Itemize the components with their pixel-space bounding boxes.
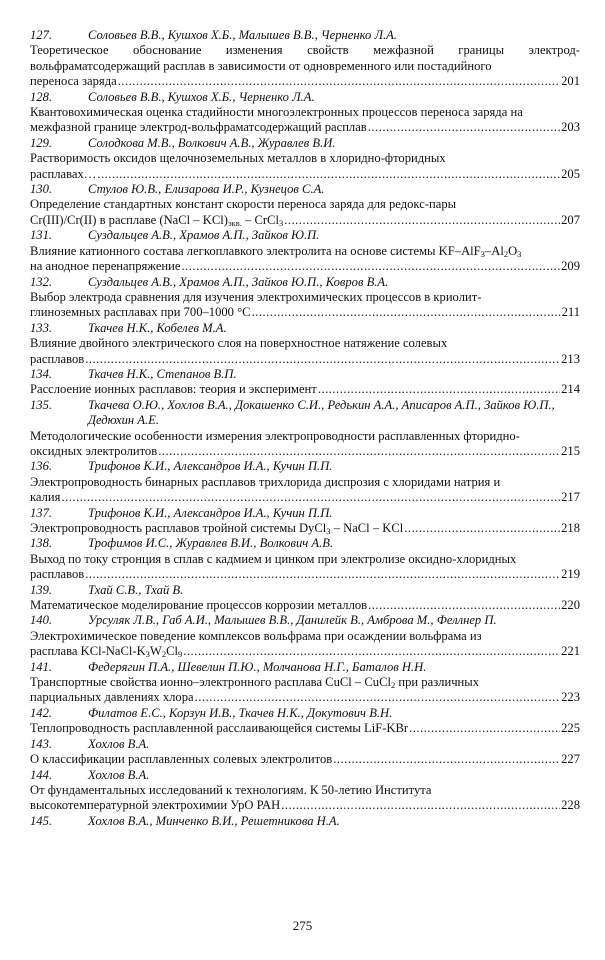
entry-title-last-line <box>30 798 580 813</box>
entry-title: Влияние двойного электрического слоя на поверхностное натяжение солевых <box>30 336 448 351</box>
entry-title: Электропроводность бинарных расплавов трихлорида диспрозия с хлоридами натрия и <box>30 474 501 489</box>
entry-title-last-line <box>30 598 580 613</box>
entry-authors: Трофимов И.С., Журавлев В.И., Волкович А.В. <box>88 536 334 551</box>
entry-number: 144. <box>30 767 53 782</box>
entry-page: 223 <box>561 690 580 705</box>
entry <box>30 367 580 398</box>
entry-header <box>30 768 580 783</box>
entry-page: 213 <box>561 351 580 366</box>
dot-leader <box>183 644 560 659</box>
entry-title-last-line <box>30 167 580 182</box>
entry-title: Выход по току стронция в сплав с кадмием и цинком при электролизе оксидно-хлоридных <box>30 551 517 566</box>
dot-leader <box>97 167 560 182</box>
entry <box>30 506 580 537</box>
entry-title-end: Математическое моделирование процессов коррозии металлов <box>30 598 368 613</box>
entry-title: Влияние катионного состава легкоплавкого электролита на основе системы $KF-AlF_3-Al_2O_3$ <box>30 243 522 259</box>
entry-authors: Стулов Ю.В., Елизарова И.Р., Кузнецов С.А. <box>88 182 325 197</box>
entry-number: 136. <box>30 459 53 474</box>
entry-number: 127. <box>30 28 53 42</box>
entry <box>30 613 580 659</box>
dot-leader <box>252 305 561 320</box>
entry-authors: Трифонов К.И., Александров И.А., Кучин П.П. <box>88 505 333 520</box>
entry-header <box>30 28 580 43</box>
entry-number: 145. <box>30 813 53 828</box>
entry-title-end: расплава KCl-$NaCl-K_3W_2Cl_9$ <box>30 644 183 660</box>
entry-title-end: расплавах… <box>30 166 97 181</box>
entry-authors: Трифонов К.И., Александров И.А., Кучин П.П. <box>88 459 333 474</box>
entry-title-last-line <box>30 752 580 767</box>
entry-header <box>30 660 580 675</box>
entry <box>30 768 580 814</box>
entry-authors: Федерягин П.А., Шевелин П.Ю., Молчанова Н.Г., Баталов Н.Н. <box>88 659 427 674</box>
entry <box>30 28 580 90</box>
entry-header <box>30 506 580 521</box>
entry-page: 201 <box>561 74 580 89</box>
entry-number: 142. <box>30 705 53 720</box>
entry-authors: Урсуляк Л.В., Габ А.И., Малышев В.В., Данилейк В., Амброва М., Феллнер П. <box>88 613 497 628</box>
entry-number: 130. <box>30 182 53 197</box>
entry-page: 228 <box>561 798 580 813</box>
entry-header <box>30 90 580 105</box>
entry-title-end: оксидных электролитов <box>30 443 158 458</box>
entry <box>30 706 580 737</box>
entry-header <box>30 321 580 336</box>
dot-leader <box>368 120 560 135</box>
entry <box>30 90 580 136</box>
entry <box>30 536 580 582</box>
entry <box>30 459 580 505</box>
entry-title-end: О классификации расплавленных солевых электролитов <box>30 752 333 767</box>
entry-authors: Тхай С.В., Тхай В. <box>88 582 184 597</box>
entry-authors: Филатов Е.С., Корзун И.В., Ткачев Н.К., Докутович В.Н. <box>88 705 393 720</box>
entry-title-end: переноса заряда <box>30 74 117 89</box>
entry <box>30 321 580 367</box>
entry-title: Определение стандартных констант скорости переноса заряда для редокс-пары <box>30 197 457 212</box>
entry-page: 225 <box>561 721 580 736</box>
entry-number: 129. <box>30 135 53 150</box>
entry-title: Методологические особенности измерения электропроводности расплавленных фторидно- <box>30 428 520 443</box>
entry-header <box>30 583 580 598</box>
entry-page: 218 <box>561 521 580 535</box>
entry-title-end: межфазной границе электрод-вольфраматсодержащий расплав <box>30 120 367 135</box>
entry-page: 227 <box>561 752 580 767</box>
entry <box>30 228 580 274</box>
entry-page: 203 <box>561 120 580 135</box>
entry-title-end: Cr(III)/Cr(II) в расплаве (NaCl – $KCl)_{экв.}$ – CrCl$_3$ <box>30 212 284 228</box>
entry-header <box>30 613 580 628</box>
entry-authors: Соловьев В.В., Кушхов Х.Б., Малышев В.В., Черненко Л.А. <box>88 28 397 42</box>
dot-leader <box>284 213 560 228</box>
entry-title-end: высокотемпературной электрохимии УрО РАН <box>30 798 281 813</box>
entry-title-last-line <box>30 382 580 397</box>
entry-title: Теоретическое обоснование изменения свойств межфазной границы электрод-вольфраматсодержащий расплав в зависимости от одновременного или постадийного <box>30 43 580 73</box>
entry-title-end: парциальных давлениях хлора <box>30 690 194 705</box>
entry-number: 135. <box>30 397 53 412</box>
entry-number: 128. <box>30 89 53 104</box>
entry-authors: Хохлов В.А., Минченко В.И., Решетникова Н.А. <box>88 813 340 828</box>
entry-title-last-line <box>30 644 580 659</box>
dot-leader <box>61 490 560 505</box>
entry-title-end: расплавов <box>30 351 85 366</box>
entry-header <box>30 459 580 474</box>
dot-leader <box>404 521 560 536</box>
entry-authors: Солодкова М.В., Волкович А.В., Журавлев В.И. <box>88 135 336 150</box>
dot-leader <box>281 798 560 813</box>
entry-page: 217 <box>561 490 580 505</box>
entry-page: 215 <box>561 443 580 458</box>
entry-title: Растворимость оксидов щелочноземельных металлов в хлоридно-фторидных <box>30 151 446 166</box>
entry <box>30 275 580 321</box>
entry-title-last-line <box>30 690 580 705</box>
entry <box>30 136 580 182</box>
entry-title: Квантовохимическая оценка стадийности многоэлектронных процессов переноса заряда на <box>30 105 523 120</box>
dot-leader <box>158 444 560 459</box>
entry-title: От фундаментальных исследований к технологиям. К 50-летию Института <box>30 782 432 797</box>
entry <box>30 182 580 228</box>
entry-title-last-line <box>30 567 580 582</box>
entry-title-last-line <box>30 305 580 320</box>
entry-number: 140. <box>30 613 53 628</box>
entry-title-last-line <box>30 444 580 459</box>
entry-number: 131. <box>30 228 53 243</box>
dot-leader <box>409 721 560 736</box>
dot-leader <box>195 690 560 705</box>
entry-number: 138. <box>30 536 53 551</box>
entry-title-end: расплавов <box>30 567 85 582</box>
entry-title: Электрохимическое поведение комплексов вольфрама при осаждении вольфрама из <box>30 628 482 643</box>
dot-leader <box>181 259 560 274</box>
entry <box>30 814 580 829</box>
entry <box>30 660 580 706</box>
entry-title-end: глиноземных расплавах при 700–1000 °С <box>30 305 251 320</box>
entry-title: Транспортные свойства ионно–электронного расплава CuCl – CuCl$_2$ при различных <box>30 675 480 691</box>
entry-header <box>30 737 580 752</box>
entry-title-end: калия <box>30 490 61 505</box>
entry-title-last-line <box>30 521 580 536</box>
entry-title-end: Теплопроводность расплавленной расслаивающейся системы LiF-KBr <box>30 721 409 736</box>
entry-title-last-line <box>30 120 580 135</box>
dot-leader <box>368 598 560 613</box>
entry-title: Выбор электрода сравнения для изучения электрохимических процессов в криолит- <box>30 289 482 304</box>
entry-title-end: Электропроводность расплавов тройной системы DyCl$_3$ – NaCl – KCl <box>30 521 404 536</box>
entry-authors: Соловьев В.В., Кушхов Х.Б., Черненко Л.А. <box>88 89 315 104</box>
entry-page: 214 <box>561 382 580 397</box>
entry-page: 207 <box>561 212 580 227</box>
dot-leader <box>333 752 560 767</box>
entry-title-last-line <box>30 490 580 505</box>
entry-page: 219 <box>561 567 580 582</box>
entry-header <box>30 136 580 151</box>
entry-title-last-line <box>30 352 580 367</box>
entry-number: 132. <box>30 274 53 289</box>
entry-title-end: Расслоение ионных расплавов: теория и эксперимент <box>30 382 317 397</box>
dot-leader <box>318 382 560 397</box>
entry-authors: Хохлов В.А. <box>88 767 150 782</box>
entry-title-last-line <box>30 74 580 89</box>
entry-title-last-line <box>30 213 580 228</box>
entry-authors: Хохлов В.А. <box>88 736 150 751</box>
entry-authors: Суздальцев А.В., Храмов А.П., Зайков Ю.П., Ковров В.А. <box>88 274 389 289</box>
entry-header <box>30 275 580 290</box>
entry-number: 134. <box>30 366 53 381</box>
entry-authors: Ткачева О.Ю., Хохлов В.А., Докашенко С.И., Редькин А.А., Аписаров А.П., Зайков Ю.П., Дедюхин А.Е. <box>88 397 555 428</box>
page-number: 275 <box>292 918 313 933</box>
entry-header <box>30 228 580 243</box>
entry-header <box>30 367 580 382</box>
entry-header <box>30 706 580 721</box>
entry-page: 209 <box>561 259 580 274</box>
entry-header <box>30 814 580 829</box>
entry-authors: Суздальцев А.В., Храмов А.П., Зайков Ю.П. <box>88 228 320 243</box>
contents-list <box>30 28 580 829</box>
entry-header <box>30 536 580 551</box>
entry-title-last-line <box>30 259 580 274</box>
dot-leader <box>118 74 560 89</box>
entry-number: 143. <box>30 736 53 751</box>
entry-page: 211 <box>561 305 580 320</box>
entry-title-end: на анодное перенапряжение <box>30 259 181 274</box>
entry-page: 205 <box>561 166 580 181</box>
entry <box>30 398 580 460</box>
dot-leader <box>85 567 560 582</box>
entry-number: 139. <box>30 582 53 597</box>
entry-authors: Ткачев Н.К., Степанов В.П. <box>88 366 237 381</box>
entry-title-last-line <box>30 721 580 736</box>
entry-number: 137. <box>30 505 53 520</box>
entry <box>30 737 580 768</box>
entry-number: 133. <box>30 320 53 335</box>
entry <box>30 583 580 614</box>
entry-page: 220 <box>561 598 580 613</box>
entry-header <box>30 398 580 429</box>
entry-number: 141. <box>30 659 53 674</box>
entry-page: 221 <box>561 644 580 659</box>
entry-header <box>30 182 580 197</box>
dot-leader <box>85 352 560 367</box>
entry-authors: Ткачев Н.К., Кобелев М.А. <box>88 320 227 335</box>
